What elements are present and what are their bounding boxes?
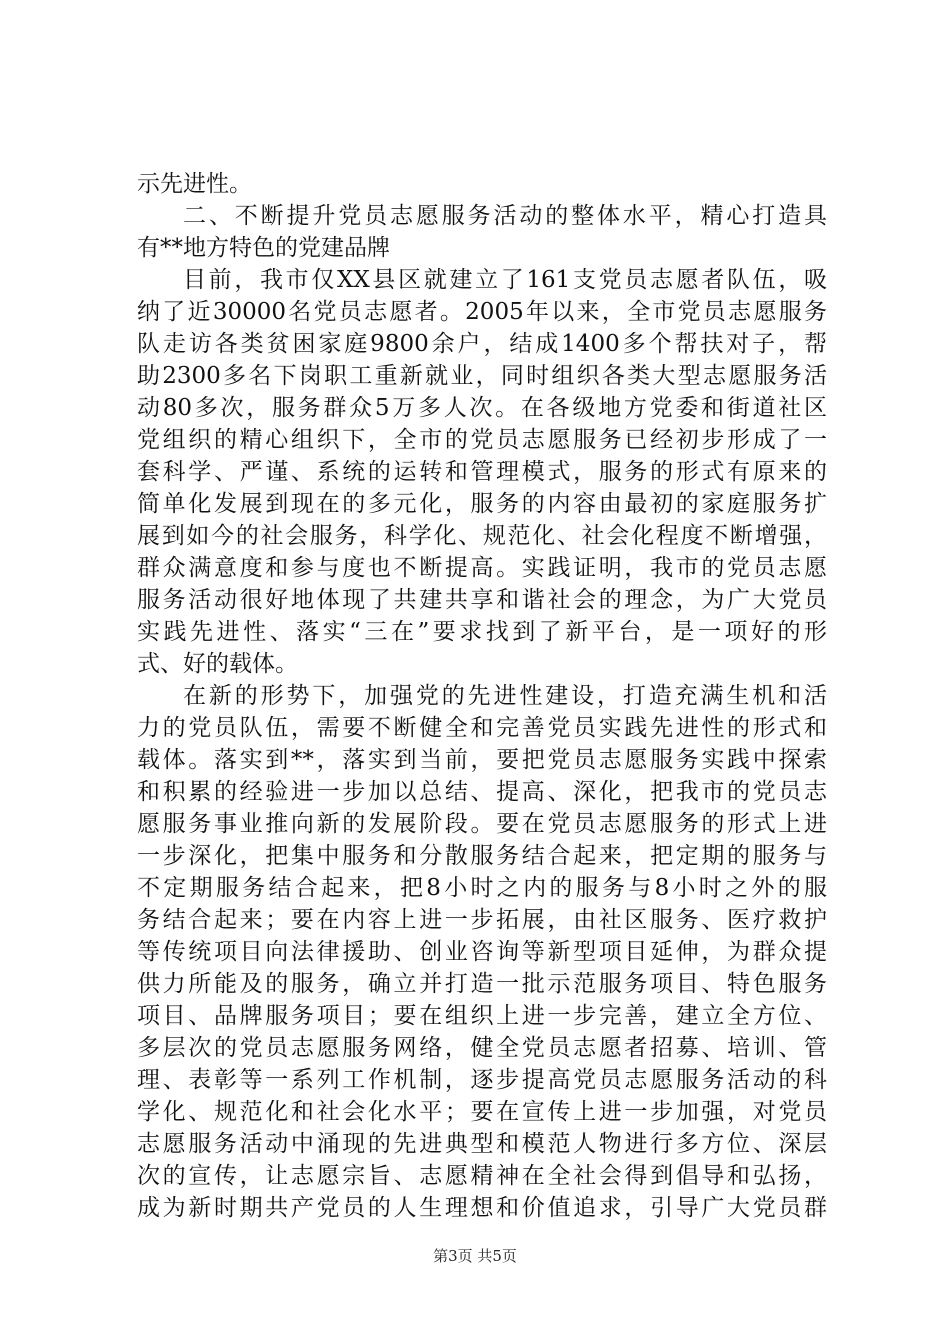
paragraph-line: 目前，我市仅XX县区就建立了161支党员志愿者队伍，吸	[183, 267, 827, 293]
section-heading-line: 有**地方特色的党建品牌	[137, 235, 390, 261]
paragraph-line: 助2300多名下岗职工重新就业，同时组织各类大型志愿服务活	[137, 363, 827, 389]
section-heading-line: 二、不断提升党员志愿服务活动的整体水平，精心打造具	[183, 203, 827, 229]
paragraph-line: 不定期服务结合起来，把8小时之内的服务与8小时之外的服	[137, 875, 827, 901]
paragraph-line: 理、表彰等一系列工作机制，逐步提高党员志愿服务活动的科	[137, 1067, 827, 1093]
paragraph-line: 纳了近30000名党员志愿者。2005年以来，全市党员志愿服务	[137, 299, 827, 325]
paragraph-line: 一步深化，把集中服务和分散服务结合起来，把定期的服务与	[137, 843, 827, 869]
paragraph-line: 群众满意度和参与度也不断提高。实践证明，我市的党员志愿	[137, 555, 827, 581]
paragraph-line: 等传统项目向法律援助、创业咨询等新型项目延伸，为群众提	[137, 939, 827, 965]
paragraph-line: 实践先进性、落实“三在”要求找到了新平台，是一项好的形	[137, 619, 827, 645]
paragraph-line: 服务活动很好地体现了共建共享和谐社会的理念，为广大党员	[137, 587, 827, 613]
paragraph-line: 次的宣传，让志愿宗旨、志愿精神在全社会得到倡导和弘扬，	[137, 1163, 827, 1189]
paragraph-line: 载体。落实到**，落实到当前，要把党员志愿服务实践中探索	[137, 747, 827, 773]
page-number-footer: 第3页 共5页	[433, 1247, 517, 1265]
paragraph-line: 多层次的党员志愿服务网络，健全党员志愿者招募、培训、管	[137, 1035, 827, 1061]
paragraph-line: 力的党员队伍，需要不断健全和完善党员实践先进性的形式和	[137, 715, 827, 741]
paragraph-line: 在新的形势下，加强党的先进性建设，打造充满生机和活	[183, 683, 827, 709]
paragraph-line: 套科学、严谨、系统的运转和管理模式，服务的形式有原来的	[137, 459, 827, 485]
paragraph-line: 简单化发展到现在的多元化，服务的内容由最初的家庭服务扩	[137, 491, 827, 517]
document-body	[137, 168, 827, 1224]
paragraph-line: 动80多次，服务群众5万多人次。在各级地方党委和街道社区	[137, 395, 827, 421]
paragraph-line: 式、好的载体。	[137, 651, 298, 677]
paragraph-line: 队走访各类贫困家庭9800余户，结成1400多个帮扶对子，帮	[137, 331, 827, 357]
paragraph-line: 党组织的精心组织下，全市的党员志愿服务已经初步形成了一	[137, 427, 827, 453]
text-line: 示先进性。	[137, 171, 252, 197]
paragraph-line: 学化、规范化和社会化水平；要在宣传上进一步加强，对党员	[137, 1099, 827, 1125]
paragraph-line: 愿服务事业推向新的发展阶段。要在党员志愿服务的形式上进	[137, 811, 827, 837]
paragraph-line: 项目、品牌服务项目；要在组织上进一步完善，建立全方位、	[137, 1003, 827, 1029]
paragraph-line: 志愿服务活动中涌现的先进典型和模范人物进行多方位、深层	[137, 1131, 827, 1157]
paragraph-line: 成为新时期共产党员的人生理想和价值追求，引导广大党员群	[137, 1195, 827, 1221]
paragraph-line: 和积累的经验进一步加以总结、提高、深化，把我市的党员志	[137, 779, 827, 805]
paragraph-line: 展到如今的社会服务，科学化、规范化、社会化程度不断增强，	[137, 523, 827, 549]
paragraph-line: 供力所能及的服务，确立并打造一批示范服务项目、特色服务	[137, 971, 827, 997]
paragraph-line: 务结合起来；要在内容上进一步拓展，由社区服务、医疗救护	[137, 907, 827, 933]
